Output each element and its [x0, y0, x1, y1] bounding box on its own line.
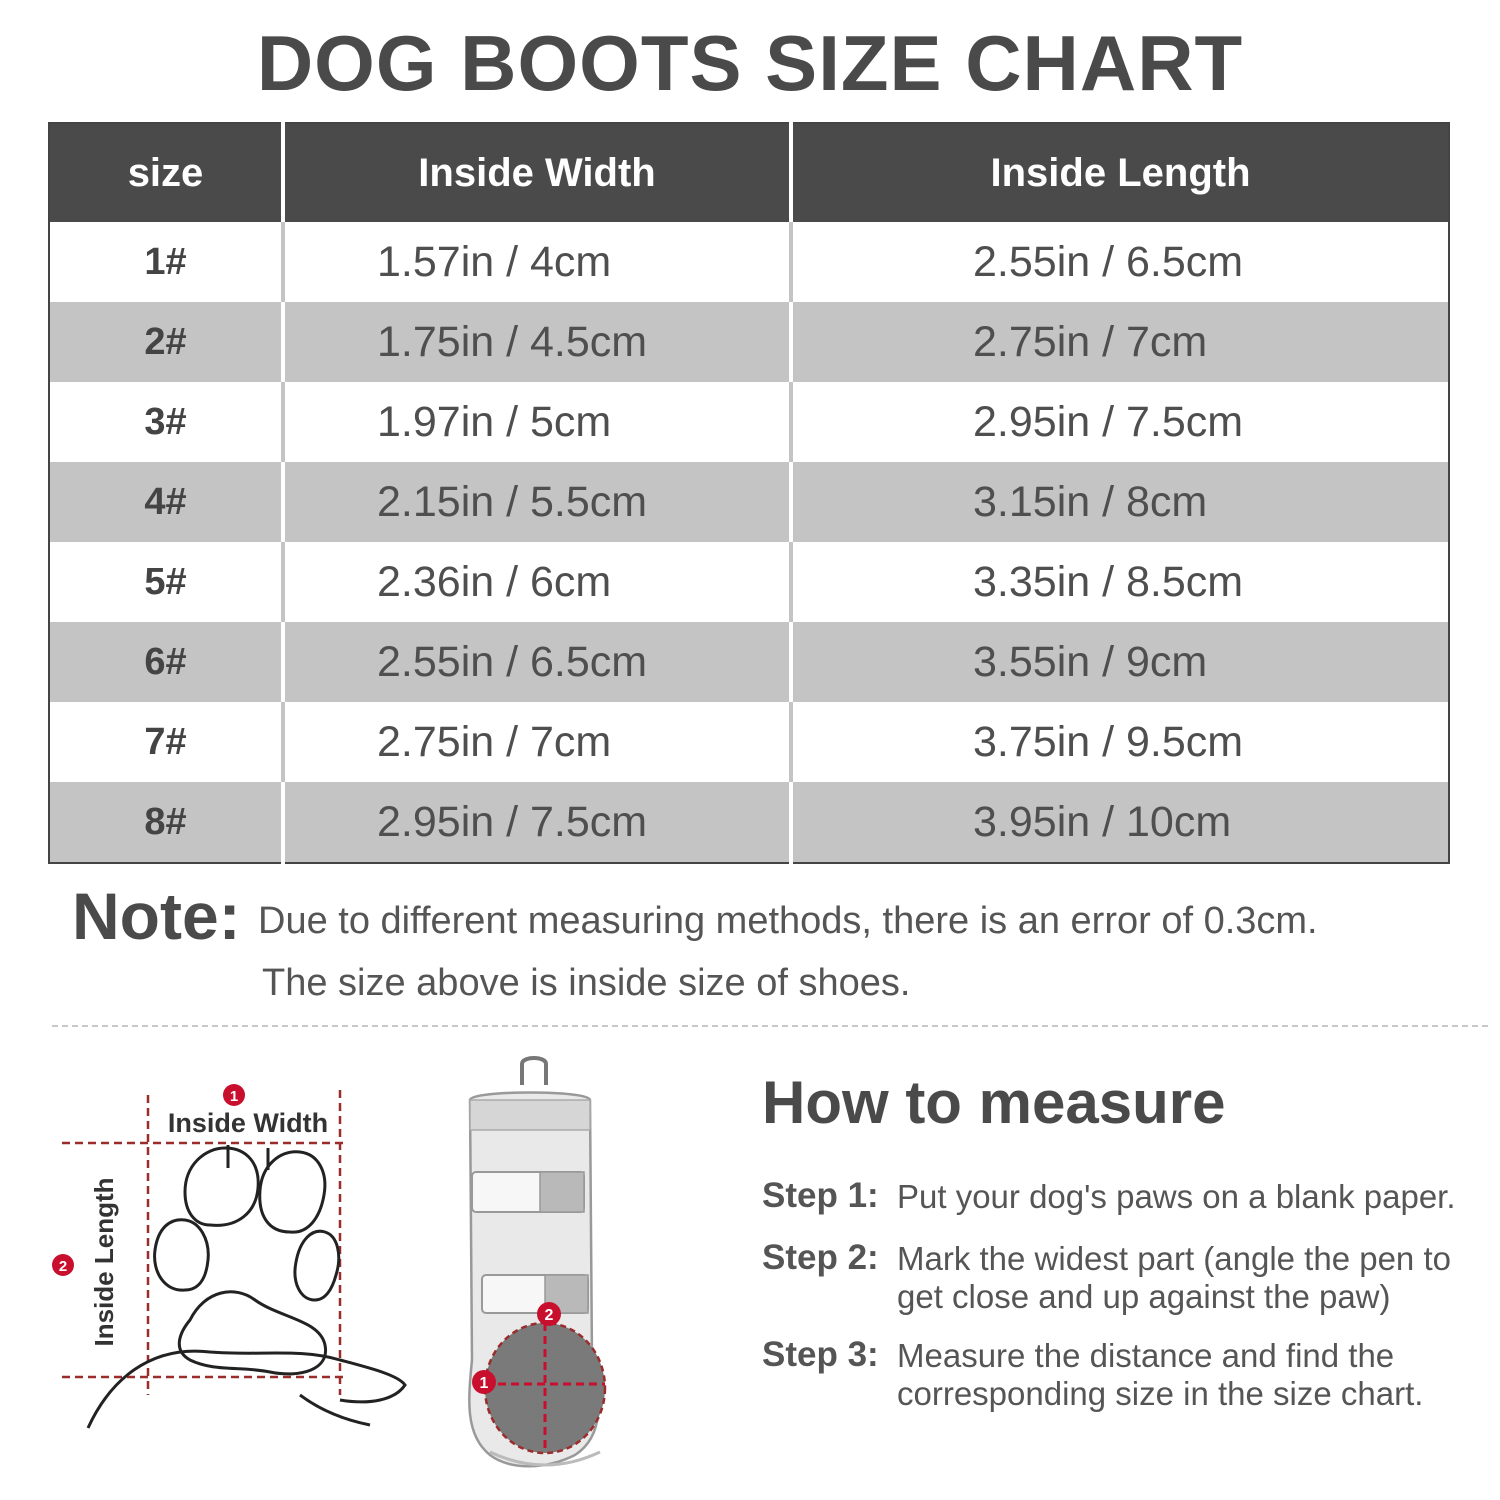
page-title: DOG BOOTS SIZE CHART: [256, 19, 1244, 107]
size-cell: 1#: [49, 222, 283, 302]
length-cell: 3.95in / 10cm: [791, 782, 1449, 863]
step-3-label: Step 3:: [762, 1335, 879, 1374]
size-cell: 3#: [49, 382, 283, 462]
boot-icon: [469, 1058, 605, 1466]
header-inside-length: Inside Length: [791, 123, 1449, 222]
length-cell: 2.75in / 7cm: [791, 302, 1449, 382]
size-cell: 8#: [49, 782, 283, 863]
length-cell: 2.95in / 7.5cm: [791, 382, 1449, 462]
step-2-line-2: get close and up against the paw): [897, 1278, 1391, 1315]
step-1-label: Step 1:: [762, 1176, 879, 1215]
length-cell: 2.55in / 6.5cm: [791, 222, 1449, 302]
width-cell: 2.75in / 7cm: [283, 702, 791, 782]
length-cell: 3.15in / 8cm: [791, 462, 1449, 542]
length-cell: 3.75in / 9.5cm: [791, 702, 1449, 782]
note-line-2: The size above is inside size of shoes.: [262, 962, 911, 1004]
length-cell: 3.35in / 8.5cm: [791, 542, 1449, 622]
width-cell: 2.36in / 6cm: [283, 542, 791, 622]
marker-1-text: 1: [229, 1088, 239, 1105]
boot-marker-1-text: 1: [479, 1375, 489, 1392]
boot-marker-2-text: 2: [544, 1307, 554, 1324]
step-2-label: Step 2:: [762, 1238, 879, 1277]
width-cell: 1.57in / 4cm: [283, 222, 791, 302]
inside-length-label: Inside Length: [89, 1177, 119, 1347]
width-cell: 1.97in / 5cm: [283, 382, 791, 462]
step-2-line-1: Mark the widest part (angle the pen to: [897, 1240, 1451, 1277]
how-to-measure-title: How to measure: [762, 1069, 1226, 1136]
marker-2-text: 2: [58, 1258, 68, 1275]
boot-marker-1-icon: [472, 1370, 496, 1394]
size-cell: 5#: [49, 542, 283, 622]
step-3-line-1: Measure the distance and find the: [897, 1337, 1395, 1374]
width-cell: 1.75in / 4.5cm: [283, 302, 791, 382]
size-cell: 2#: [49, 302, 283, 382]
inside-width-label: Inside Width: [167, 1108, 329, 1138]
length-cell: 3.55in / 9cm: [791, 622, 1449, 702]
step-1-line-1: Put your dog's paws on a blank paper.: [897, 1178, 1456, 1215]
note-line-1: Due to different measuring methods, there is an error of 0.3cm.: [258, 900, 1318, 942]
header-size: size: [49, 123, 283, 222]
step-3-line-2: corresponding size in the size chart.: [897, 1375, 1424, 1412]
width-cell: 2.95in / 7.5cm: [283, 782, 791, 863]
width-cell: 2.15in / 5.5cm: [283, 462, 791, 542]
width-cell: 2.55in / 6.5cm: [283, 622, 791, 702]
size-cell: 4#: [49, 462, 283, 542]
size-cell: 6#: [49, 622, 283, 702]
header-inside-width: Inside Width: [283, 123, 791, 222]
boot-marker-2-icon: [537, 1302, 561, 1326]
size-cell: 7#: [49, 702, 283, 782]
note-label: Note:: [72, 879, 241, 953]
